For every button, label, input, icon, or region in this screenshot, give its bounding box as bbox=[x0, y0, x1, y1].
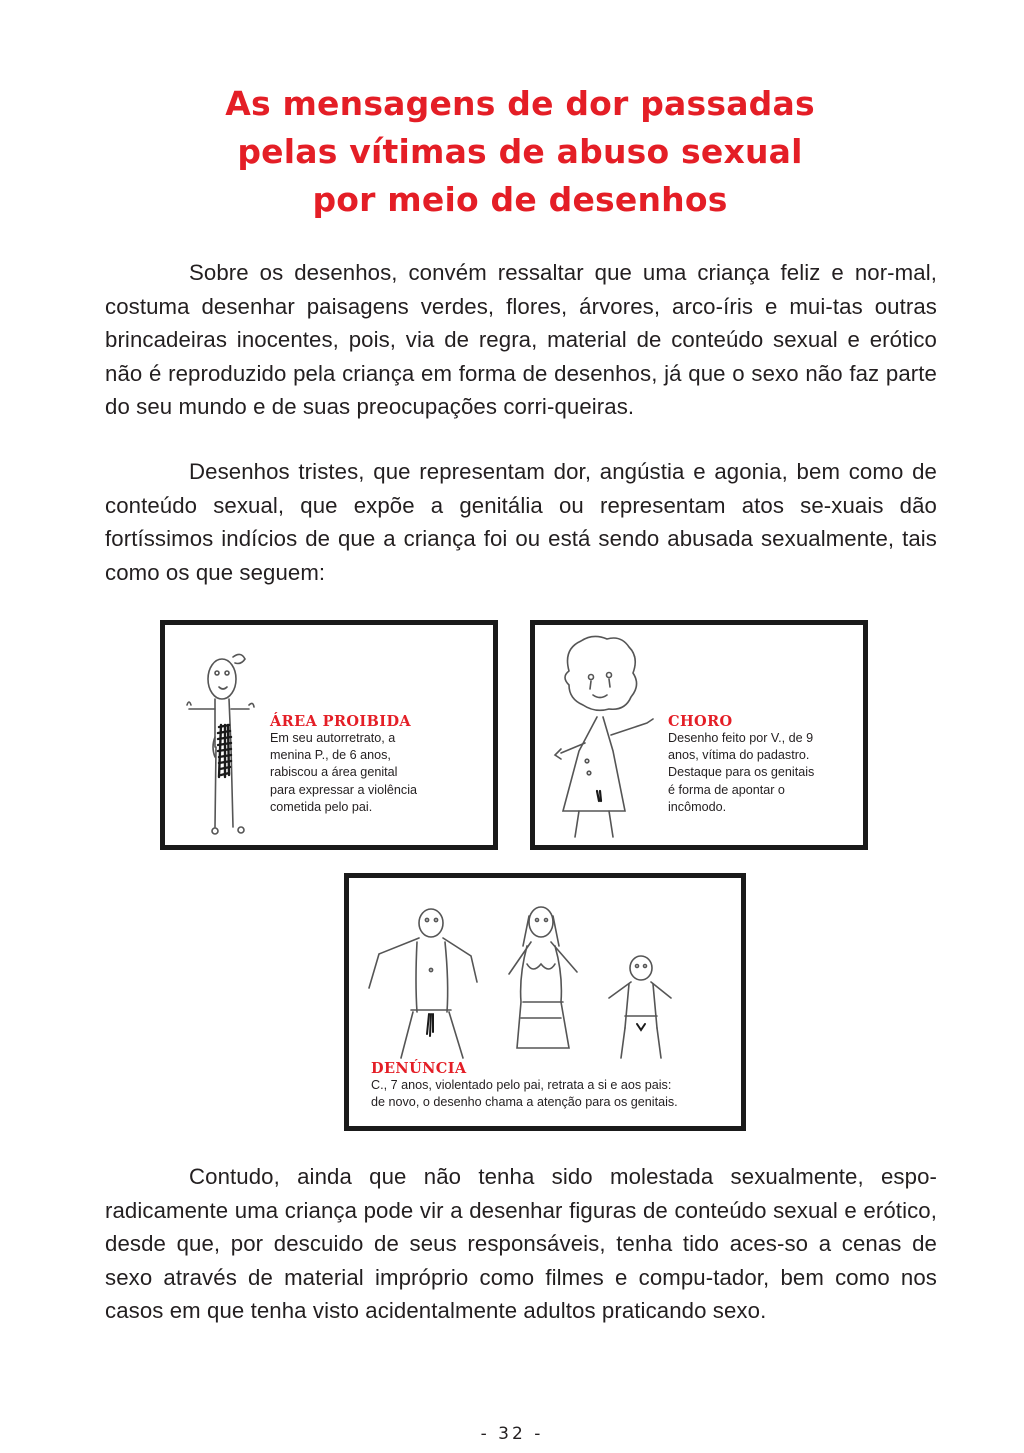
page-number: - 32 - bbox=[480, 1424, 544, 1444]
paragraph-exception: Contudo, ainda que não tenha sido molestada sexualmente, espo-radicamente uma criança pode vir a desenhar figuras de conteúdo sexual e erótico, desde que, por descuido de seus responsáveis, tenha tido aces-so a cenas de sexo através de material impróprio como filmes e compu-tador, bem como nos casos em que tenha visto acidentalmente adultos praticando sexo. bbox=[105, 1164, 937, 1323]
caption-area-proibida bbox=[270, 713, 417, 816]
caption-line: é forma de apontar o bbox=[668, 782, 785, 797]
figure-choro bbox=[530, 620, 868, 850]
caption-line: anos, vítima do padastro. bbox=[668, 748, 810, 763]
paragraph-signs: Desenhos tristes, que representam dor, angústia e agonia, bem como de conteúdo sexual, que expõe a genitália ou representam atos se-xuais dão fortíssimos indícios de que a criança foi ou está sendo abusada sexualmente, tais como os que seguem: bbox=[105, 459, 937, 585]
caption-line: C., 7 anos, violentado pelo pai, retrata a si e aos pais: bbox=[371, 1078, 672, 1092]
caption-heading: DENÚNCIA bbox=[371, 1060, 467, 1077]
caption-line: cometida pelo pai. bbox=[270, 799, 373, 814]
caption-line: Desenho feito por V., de 9 bbox=[668, 731, 814, 745]
page-title bbox=[105, 80, 935, 224]
caption-line: Destaque para os genitais bbox=[668, 765, 815, 780]
caption-heading: ÁREA PROIBIDA bbox=[270, 713, 412, 730]
title-line: As mensagens de dor passadas bbox=[225, 84, 815, 123]
caption-denuncia bbox=[371, 1060, 678, 1111]
title-line: pelas vítimas de abuso sexual bbox=[237, 132, 803, 171]
caption-choro bbox=[668, 713, 814, 816]
child-drawing-crying-girl bbox=[539, 631, 674, 843]
figure-denuncia bbox=[344, 873, 746, 1131]
caption-line: incômodo. bbox=[668, 799, 727, 814]
paragraph-intro: Sobre os desenhos, convém ressaltar que uma criança feliz e nor-mal, costuma desenhar paisagens verdes, flores, árvores, arco-íris e mui-tas outras brincadeiras inocentes, pois, via de regra, material de conteúdo sexual e erótico não é reproduzido pela criança em forma de desenhos, já que o sexo não faz parte do seu mundo e de suas preocupações corri-queiras. bbox=[105, 260, 937, 419]
caption-heading: CHORO bbox=[668, 713, 733, 730]
caption-line: para expressar a violência bbox=[270, 782, 418, 797]
caption-line: rabiscou a área genital bbox=[270, 765, 398, 780]
title-line: por meio de desenhos bbox=[312, 180, 728, 219]
caption-line: menina P., de 6 anos, bbox=[270, 748, 391, 763]
caption-line: Em seu autorretrato, a bbox=[270, 731, 396, 745]
figure-area-proibida bbox=[160, 620, 498, 850]
child-drawing-self-portrait bbox=[179, 637, 269, 842]
caption-line: de novo, o desenho chama a atenção para os genitais. bbox=[371, 1095, 678, 1110]
child-drawing-family bbox=[359, 898, 689, 1063]
